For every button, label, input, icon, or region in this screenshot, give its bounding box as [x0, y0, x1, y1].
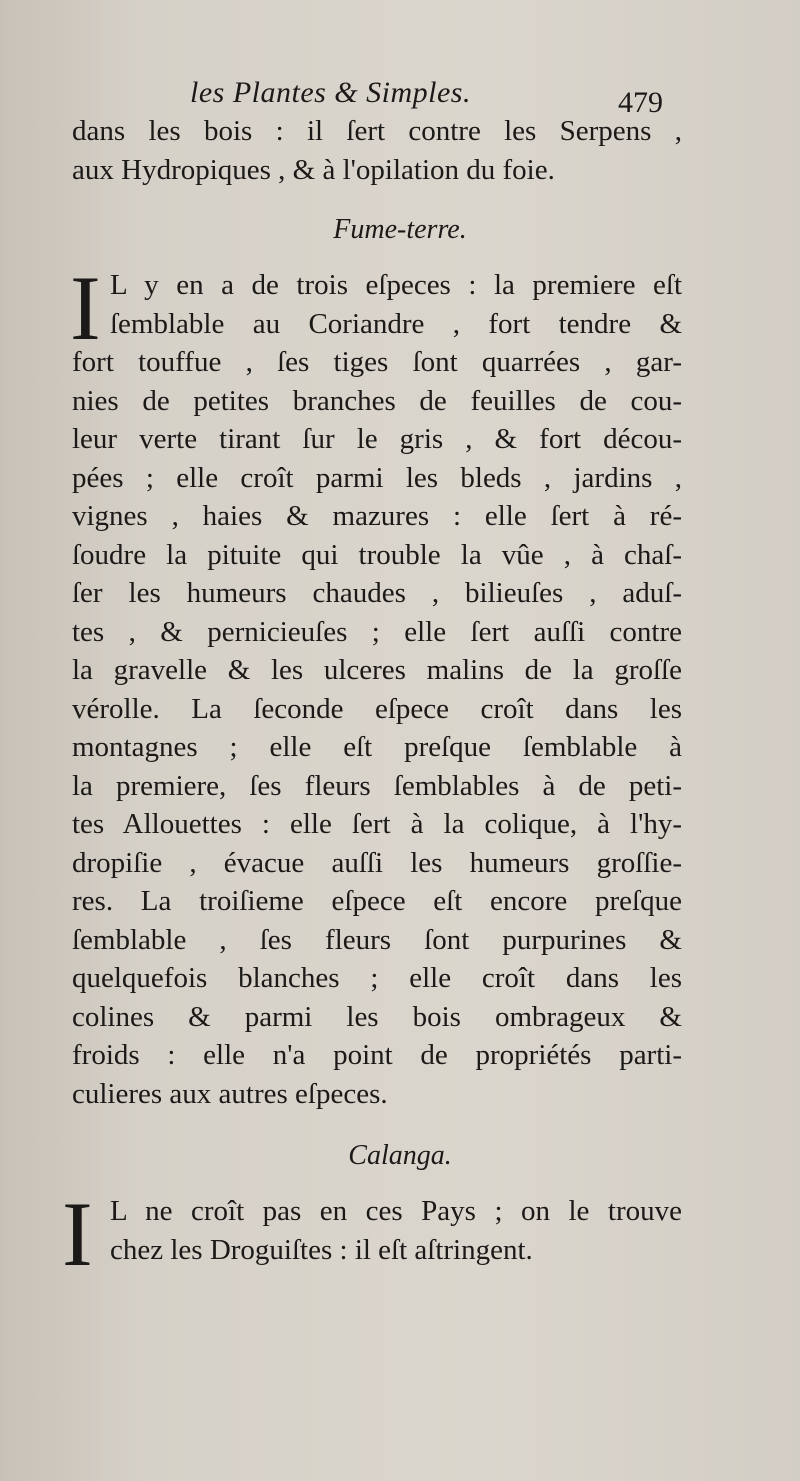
- text-line: vérolle. La ſeconde eſpece croît dans les: [72, 692, 682, 725]
- text-line: ſemblable au Coriandre , fort tendre &: [110, 307, 682, 340]
- text-line: vignes , haies & mazures : elle ſert à ré-: [72, 500, 682, 532]
- text-line: L ne croît pas en ces Pays ; on le trouve: [110, 1195, 682, 1227]
- text-line: dropiſie , évacue auſſi les humeurs groſſie-: [72, 846, 682, 879]
- text-line: dans les bois : il ſert contre les Serpens ,: [72, 115, 682, 147]
- text-line: res. La troiſieme eſpece eſt encore preſque: [72, 885, 682, 917]
- paragraph-calanga: [72, 1192, 682, 1269]
- text-line: chez les Droguiſtes : il eſt aſtringent.: [110, 1233, 533, 1266]
- text-line: fort touffue , ſes tiges ſont quarrées , gar-: [72, 346, 682, 378]
- text-line: L y en a de trois eſpeces : la premiere eſt: [110, 269, 682, 301]
- text-line: tes Allouettes : elle ſert à la colique, à l'hy-: [72, 808, 682, 840]
- text-line: leur verte tirant ſur le gris , & fort décou-: [72, 423, 682, 455]
- text-line: aux Hydropiques , & à l'opilation du foie.: [72, 153, 555, 186]
- text-line: montagnes ; elle eſt preſque ſemblable à: [72, 731, 682, 763]
- section-heading-calanga: Calanga.: [348, 1140, 452, 1171]
- text-line: nies de petites branches de feuilles de cou-: [72, 384, 682, 417]
- text-line: ſer les humeurs chaudes , bilieuſes , aduſ-: [72, 577, 682, 609]
- text-line: ſoudre la pituite qui trouble la vûe , à chaſ-: [72, 538, 682, 571]
- dropcap-fumeterre: I: [70, 257, 101, 359]
- text-line: colines & parmi les bois ombrageux &: [72, 1000, 682, 1033]
- text-line: froids : elle n'a point de propriétés parti-: [72, 1039, 682, 1071]
- text-line: ſemblable , ſes fleurs ſont purpurines &: [72, 923, 682, 956]
- text-line: pées ; elle croît parmi les bleds , jardins ,: [72, 461, 682, 494]
- section-heading-fumeterre: Fume-terre.: [333, 214, 467, 245]
- running-title: les Plantes & Simples.: [190, 76, 471, 109]
- text-line: quelquefois blanches ; elle croît dans les: [72, 962, 682, 994]
- text-line: tes , & pernicieuſes ; elle ſert auſſi contre: [72, 615, 682, 648]
- paragraph-fumeterre: [72, 266, 682, 1113]
- text-line: la gravelle & les ulceres malins de la groſſe: [72, 654, 682, 686]
- page-number: 479: [618, 86, 663, 119]
- intro-paragraph: [72, 112, 682, 189]
- text-line: la premiere, ſes fleurs ſemblables à de peti-: [72, 769, 682, 802]
- text-line: culieres aux autres eſpeces.: [72, 1077, 388, 1110]
- dropcap-calanga: I: [62, 1183, 93, 1285]
